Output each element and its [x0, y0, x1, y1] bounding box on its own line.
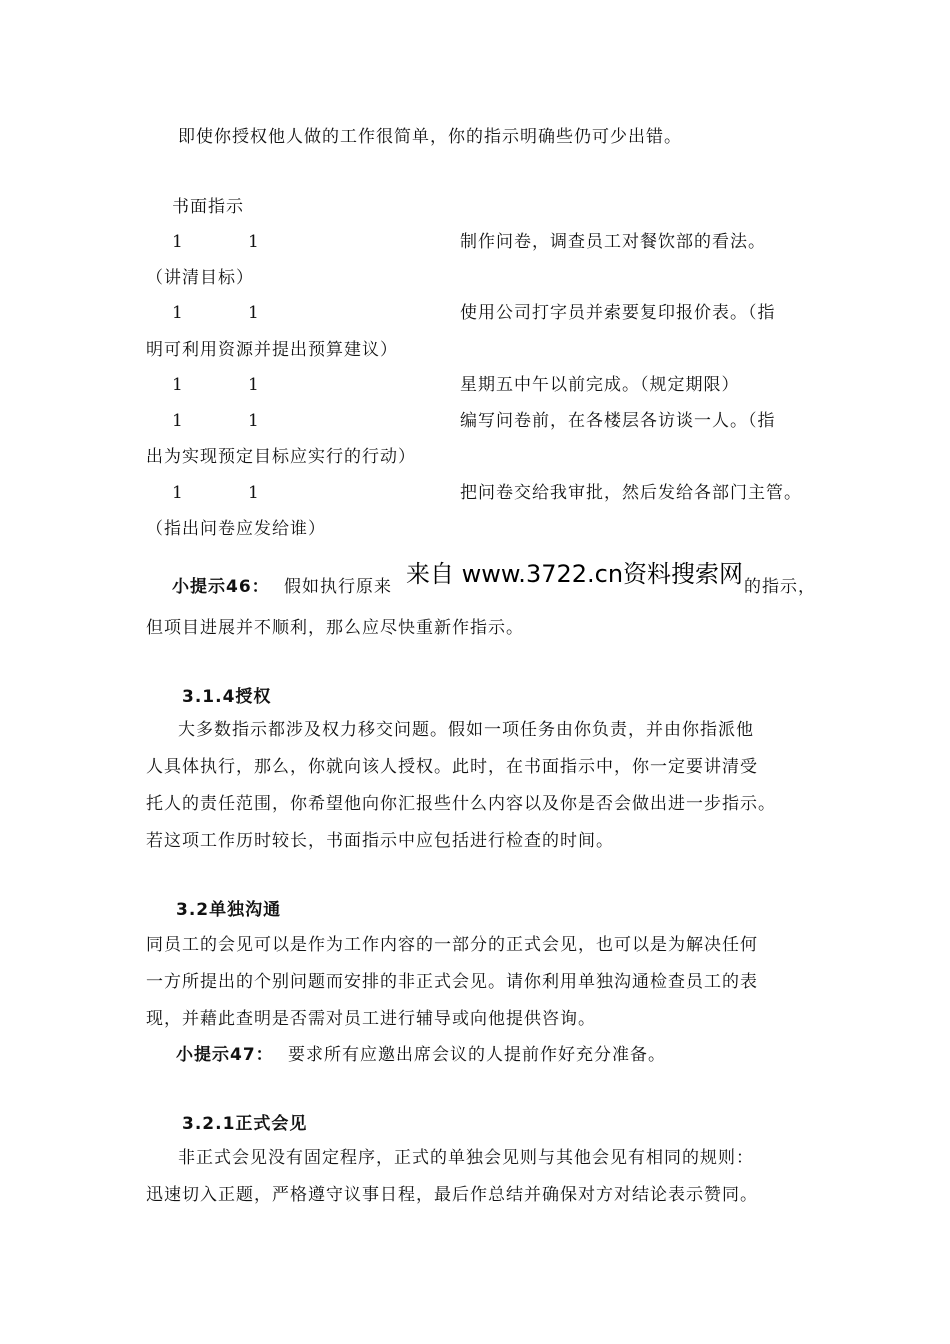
item-number: 1	[248, 303, 260, 323]
item-number: 1	[248, 375, 260, 395]
paragraph-line: 人具体执行，那么，你就向该人授权。此时，在书面指示中，你一定要讲清受	[146, 757, 758, 777]
section-heading-3-2-1: 3.2.1正式会见	[182, 1114, 308, 1134]
item-number: 1	[248, 411, 260, 431]
item-continuation: 出为实现预定目标应实行的行动）	[146, 447, 416, 467]
watermark-text: 来自 www.3722.cn资料搜索网	[406, 560, 744, 588]
paragraph-line: 非正式会见没有固定程序，正式的单独会见则与其他会见有相同的规则：	[178, 1148, 754, 1168]
tip-47-label: 小提示47：	[176, 1045, 274, 1065]
written-instructions-heading: 书面指示	[172, 197, 244, 217]
intro-paragraph: 即使你授权他人做的工作很简单，你的指示明确些仍可少出错。	[178, 127, 682, 147]
paragraph-line: 若这项工作历时较长，书面指示中应包括进行检查的时间。	[146, 831, 614, 851]
item-number: 1	[172, 411, 184, 431]
section-heading-3-2: 3.2单独沟通	[176, 900, 282, 920]
item-number: 1	[248, 232, 260, 252]
item-number: 1	[172, 232, 184, 252]
item-number: 1	[172, 375, 184, 395]
item-continuation: 明可利用资源并提出预算建议）	[146, 340, 398, 360]
paragraph-line: 迅速切入正题，严格遵守议事日程，最后作总结并确保对方对结论表示赞同。	[146, 1185, 758, 1205]
paragraph-line: 同员工的会见可以是作为工作内容的一部分的正式会见，也可以是为解决任何	[146, 935, 758, 955]
item-number: 1	[172, 483, 184, 503]
paragraph-line: 一方所提出的个别问题而安排的非正式会见。请你利用单独沟通检查员工的表	[146, 972, 758, 992]
paragraph-line: 现，并藉此查明是否需对员工进行辅导或向他提供咨询。	[146, 1009, 596, 1029]
paragraph-line: 托人的责任范围，你希望他向你汇报些什么内容以及你是否会做出进一步指示。	[146, 794, 776, 814]
section-heading-3-1-4: 3.1.4授权	[182, 687, 272, 707]
tip-46-text-start: 假如执行原来	[284, 577, 392, 597]
item-text: 制作问卷，调查员工对餐饮部的看法。	[460, 232, 766, 252]
item-text: 星期五中午以前完成。（规定期限）	[460, 375, 740, 395]
item-text: 把问卷交给我审批，然后发给各部门主管。	[460, 483, 802, 503]
paragraph-line: 大多数指示都涉及权力移交问题。假如一项任务由你负责，并由你指派他	[178, 720, 754, 740]
item-number: 1	[172, 303, 184, 323]
item-text: 编写问卷前，在各楼层各访谈一人。（指	[460, 411, 776, 431]
item-continuation: （讲清目标）	[146, 268, 254, 288]
item-number: 1	[248, 483, 260, 503]
item-continuation: （指出问卷应发给谁）	[146, 519, 326, 539]
tip-47-text: 要求所有应邀出席会议的人提前作好充分准备。	[288, 1045, 666, 1065]
item-text: 使用公司打字员并索要复印报价表。（指	[460, 303, 776, 323]
tip-46-line-2: 但项目进展并不顺利，那么应尽快重新作指示。	[146, 618, 524, 638]
tip-46-label: 小提示46：	[172, 577, 270, 597]
tip-46-text-end: 的指示，	[744, 577, 816, 597]
